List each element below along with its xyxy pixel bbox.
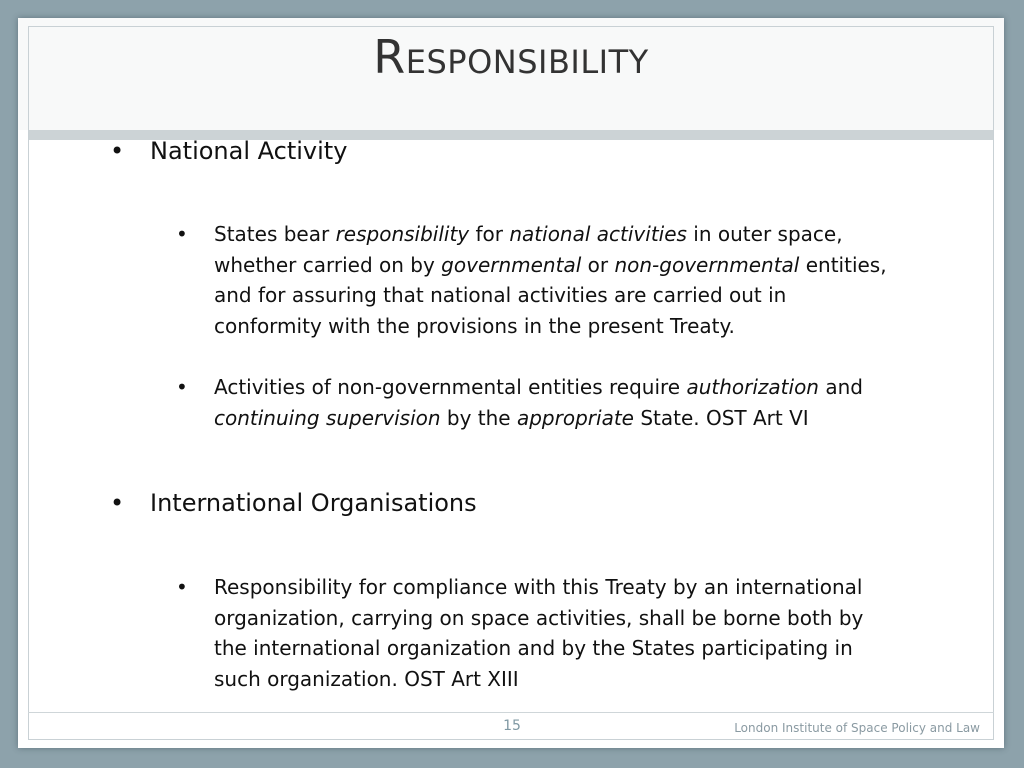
footer-text: London Institute of Space Policy and Law [734,721,980,735]
footer-divider [28,712,994,713]
bullet-icon: • [176,222,188,246]
bullet-icon: • [110,137,125,165]
slide [18,18,1004,748]
bullet-point [176,372,896,433]
bullet-icon: • [110,489,125,517]
slide-title: Responsibility [373,30,649,84]
bullet-text: States bear responsibility for national activities in outer space, whether carried on by governmental or non-governmental entities, and for assuring that national activities are carried out in conformity with the provisions in the present Treaty. [214,222,887,338]
section-heading: National Activity [150,137,348,165]
bullet-point [176,219,896,341]
page-number: 15 [503,718,521,734]
section-heading: International Organisations [150,489,477,517]
bullet-text: Activities of non-governmental entities require authorization and continuing supervision by the appropriate State. OST Art VI [214,375,863,430]
slide-content [18,18,1004,718]
bullet-text: Responsibility for compliance with this Treaty by an international organization, carrying on space activities, shall be borne both by the international organization and by the States participating in such organization. OST Art XIII [214,575,864,691]
bullet-point [176,572,896,694]
bullet-icon: • [176,575,188,599]
bullet-icon: • [176,375,188,399]
